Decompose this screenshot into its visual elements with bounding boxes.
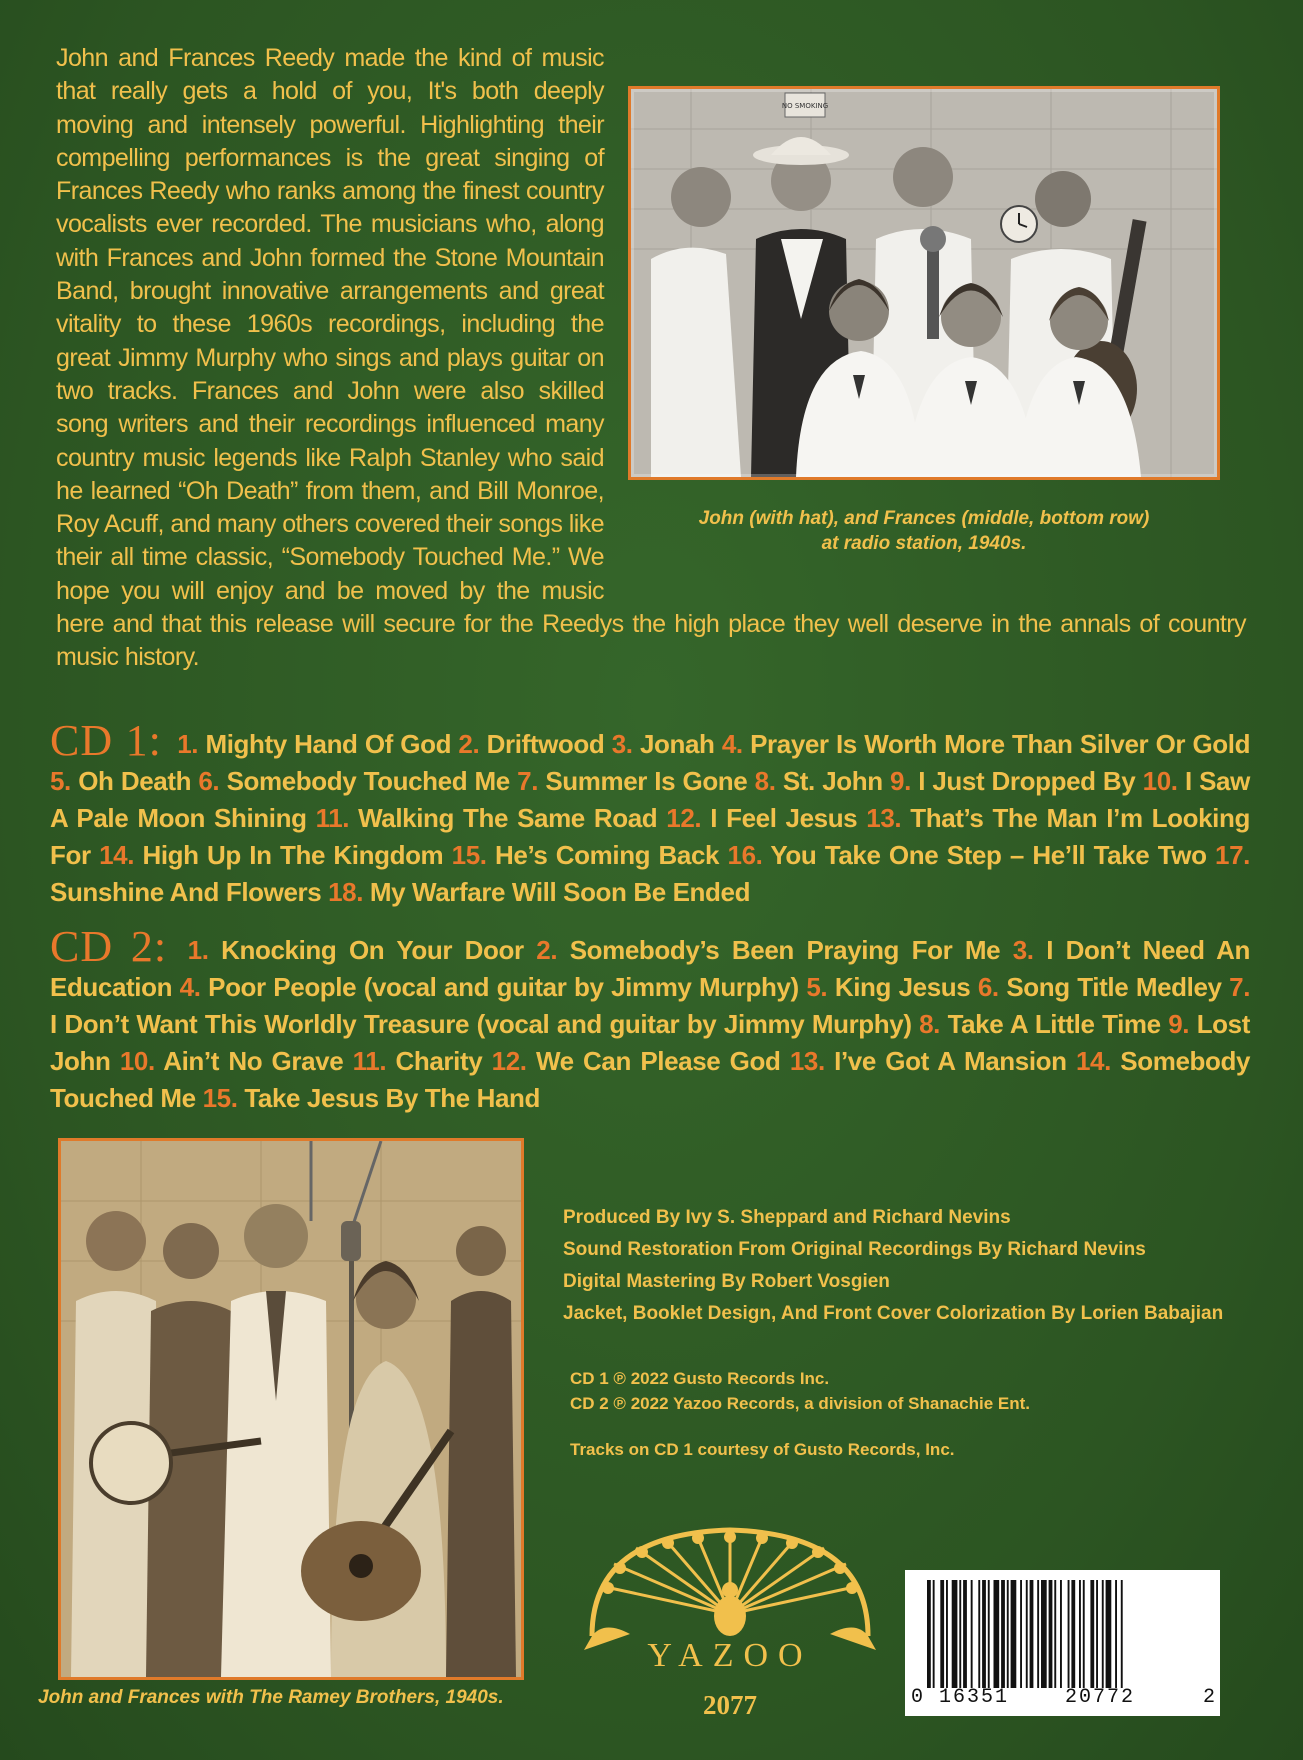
track-item bbox=[203, 1083, 540, 1113]
track-number: 12. bbox=[666, 803, 702, 833]
radio-station-photo bbox=[628, 86, 1220, 480]
track-title: Jonah bbox=[639, 729, 715, 759]
track-item bbox=[458, 729, 604, 759]
track-title: I Saw A Pale Moon Shining bbox=[50, 766, 1250, 833]
track-title: Take Jesus By The Hand bbox=[244, 1083, 540, 1113]
track-title: I Feel Jesus bbox=[710, 803, 858, 833]
copyright-line: CD 2 ℗ 2022 Yazoo Records, a division of Shanachie Ent. bbox=[570, 1394, 1031, 1413]
track-number: 18. bbox=[328, 877, 364, 907]
track-title: Ain’t No Grave bbox=[163, 1046, 344, 1076]
ramey-photo-caption: John and Frances with The Ramey Brothers, 1940s. bbox=[38, 1687, 504, 1708]
track-title: Prayer Is Worth More Than Silver Or Gold bbox=[750, 729, 1251, 759]
track-number: 5. bbox=[806, 972, 828, 1002]
track-number: 14. bbox=[99, 840, 135, 870]
track-item bbox=[316, 803, 658, 833]
track-item bbox=[328, 877, 750, 907]
credit-line: Jacket, Booklet Design, And Front Cover Colorization By Lorien Babajian bbox=[563, 1303, 1224, 1324]
barcode-icon bbox=[927, 1580, 1199, 1688]
track-item bbox=[536, 935, 1000, 965]
track-number: 7. bbox=[1229, 972, 1251, 1002]
credit-line: Digital Mastering By Robert Vosgien bbox=[563, 1271, 890, 1292]
cd1-label: CD 1: bbox=[50, 716, 162, 765]
track-number: 7. bbox=[517, 766, 539, 796]
track-item bbox=[99, 840, 443, 870]
barcode-group-2: 20772 bbox=[1065, 1686, 1136, 1709]
track-item bbox=[612, 729, 715, 759]
track-number: 15. bbox=[451, 840, 487, 870]
track-item bbox=[755, 766, 883, 796]
track-number: 14. bbox=[1075, 1046, 1111, 1076]
track-item bbox=[919, 1009, 1161, 1039]
barcode-digit-right: 2 bbox=[1203, 1686, 1216, 1709]
track-title: Mighty Hand Of God bbox=[205, 729, 452, 759]
track-title: Knocking On Your Door bbox=[221, 935, 524, 965]
courtesy-notice: Tracks on CD 1 courtesy of Gusto Records, Inc. bbox=[570, 1440, 955, 1459]
track-item bbox=[790, 1046, 1067, 1076]
track-title: St. John bbox=[782, 766, 883, 796]
ramey-brothers-photo bbox=[58, 1138, 524, 1680]
track-title: I’ve Got A Mansion bbox=[834, 1046, 1067, 1076]
track-item bbox=[722, 729, 1250, 759]
track-number: 2. bbox=[536, 935, 558, 965]
peacock-logo-icon bbox=[574, 1524, 886, 1674]
track-title: Sunshine And Flowers bbox=[50, 877, 322, 907]
track-title: Song Title Medley bbox=[1006, 972, 1222, 1002]
track-title: Somebody’s Been Praying For Me bbox=[569, 935, 1001, 965]
radio-photo-caption-line2: at radio station, 1940s. bbox=[821, 533, 1027, 554]
track-title: King Jesus bbox=[834, 972, 971, 1002]
track-item bbox=[492, 1046, 781, 1076]
track-item bbox=[728, 840, 1207, 870]
track-number: 3. bbox=[1012, 935, 1034, 965]
no-smoking-sign: NO SMOKING bbox=[781, 102, 829, 110]
track-item bbox=[120, 1046, 343, 1076]
track-number: 1. bbox=[177, 729, 199, 759]
track-item bbox=[353, 1046, 483, 1076]
track-title: Summer Is Gone bbox=[545, 766, 748, 796]
ramey-brothers-photo-image bbox=[61, 1141, 521, 1677]
track-title: I Don’t Need An Education bbox=[50, 935, 1251, 1002]
track-item bbox=[188, 935, 524, 965]
track-number: 17. bbox=[1215, 840, 1250, 870]
track-title: Poor People (vocal and guitar by Jimmy Murphy) bbox=[208, 972, 799, 1002]
track-number: 11. bbox=[315, 803, 350, 833]
track-title: You Take One Step – He’ll Take Two bbox=[770, 840, 1207, 870]
track-number: 9. bbox=[890, 766, 911, 796]
track-number: 11. bbox=[352, 1046, 387, 1076]
radio-photo-caption bbox=[628, 506, 1220, 556]
track-number: 13. bbox=[866, 803, 902, 833]
track-number: 2. bbox=[458, 729, 480, 759]
track-title: Walking The Same Road bbox=[358, 803, 658, 833]
track-number: 8. bbox=[754, 766, 776, 796]
catalog-number: 2077 bbox=[703, 1690, 757, 1720]
track-number: 12. bbox=[491, 1046, 527, 1076]
track-title: Somebody Touched Me bbox=[50, 1046, 1251, 1113]
production-credits bbox=[563, 1202, 1263, 1330]
track-title: Somebody Touched Me bbox=[226, 766, 510, 796]
yazoo-logo bbox=[574, 1524, 886, 1674]
track-item bbox=[978, 972, 1222, 1002]
track-number: 16. bbox=[727, 840, 763, 870]
track-title: Oh Death bbox=[78, 766, 192, 796]
track-number: 1. bbox=[187, 935, 209, 965]
cd2-track-list bbox=[50, 922, 1251, 1117]
yazoo-wordmark: YAZOO bbox=[647, 1637, 813, 1674]
radio-photo-caption-line1: John (with hat), and Frances (middle, bottom row) bbox=[698, 508, 1150, 529]
credit-line: Sound Restoration From Original Recordings By Richard Nevins bbox=[563, 1239, 1146, 1260]
copyright-line: CD 1 ℗ 2022 Gusto Records Inc. bbox=[570, 1369, 830, 1388]
track-number: 6. bbox=[977, 972, 999, 1002]
barcode-digit-left: 0 bbox=[911, 1686, 924, 1709]
credit-line: Produced By Ivy S. Sheppard and Richard Nevins bbox=[563, 1207, 1011, 1228]
track-number: 4. bbox=[179, 972, 201, 1002]
track-number: 4. bbox=[721, 729, 743, 759]
copyright-notice bbox=[570, 1366, 1170, 1416]
track-number: 10. bbox=[1142, 766, 1178, 796]
track-title: That’s The Man I’m Looking For bbox=[50, 803, 1250, 870]
track-item bbox=[890, 766, 1135, 796]
barcode-group-1: 16351 bbox=[939, 1686, 1010, 1709]
track-number: 3. bbox=[611, 729, 633, 759]
track-item bbox=[180, 972, 799, 1002]
track-number: 13. bbox=[789, 1046, 825, 1076]
radio-station-photo-image bbox=[631, 89, 1217, 477]
cd2-label: CD 2: bbox=[50, 922, 168, 971]
track-title: I Don’t Want This Worldly Treasure (vocal and guitar by Jimmy Murphy) bbox=[50, 1009, 912, 1039]
track-title: My Warfare Will Soon Be Ended bbox=[369, 877, 751, 907]
track-title: Driftwood bbox=[486, 729, 605, 759]
intro-text: John and Frances Reedy made the kind of music that really gets a hold of you, It's both deeply moving and intensely powerful. Highlighting their compelling performances is the great singing of Frances Reedy who ranks among the finest country vocalists ever recorded. The musicians who, along with Frances and John formed the Stone Mountain Band, brought innovative arrangements and great vitality to these 1960s recordings, including the great Jimmy Murphy who sings and plays guitar on two tracks. Frances and John were also skilled song writers and their recordings influenced many country music legends like Ralph Stanley who said he learned “Oh Death” from them, and Bill Monroe, Roy Acuff, and many others covered their songs like their all time classic, “Somebody Touched Me.” We hope you will enjoy and be moved by the music here and that this release will secure for the Reedys the high place they well deserve in the annals of country music history. bbox=[56, 44, 1246, 672]
track-title: We Can Please God bbox=[535, 1046, 781, 1076]
track-item bbox=[666, 803, 857, 833]
track-number: 10. bbox=[119, 1046, 155, 1076]
track-item bbox=[517, 766, 747, 796]
track-item bbox=[806, 972, 970, 1002]
track-number: 8. bbox=[919, 1009, 941, 1039]
track-item bbox=[50, 766, 191, 796]
track-title: I Just Dropped By bbox=[918, 766, 1136, 796]
track-number: 6. bbox=[198, 766, 220, 796]
track-item bbox=[198, 766, 509, 796]
track-item bbox=[452, 840, 719, 870]
track-title: Lost John bbox=[50, 1009, 1250, 1076]
cd1-track-list bbox=[50, 716, 1251, 911]
track-title: Take A Little Time bbox=[947, 1009, 1161, 1039]
track-number: 9. bbox=[1168, 1009, 1190, 1039]
track-title: Charity bbox=[395, 1046, 483, 1076]
track-title: High Up In The Kingdom bbox=[142, 840, 444, 870]
track-number: 5. bbox=[50, 766, 71, 796]
track-title: He’s Coming Back bbox=[495, 840, 720, 870]
track-number: 15. bbox=[202, 1083, 238, 1113]
track-item bbox=[177, 729, 451, 759]
upc-barcode bbox=[905, 1570, 1220, 1716]
